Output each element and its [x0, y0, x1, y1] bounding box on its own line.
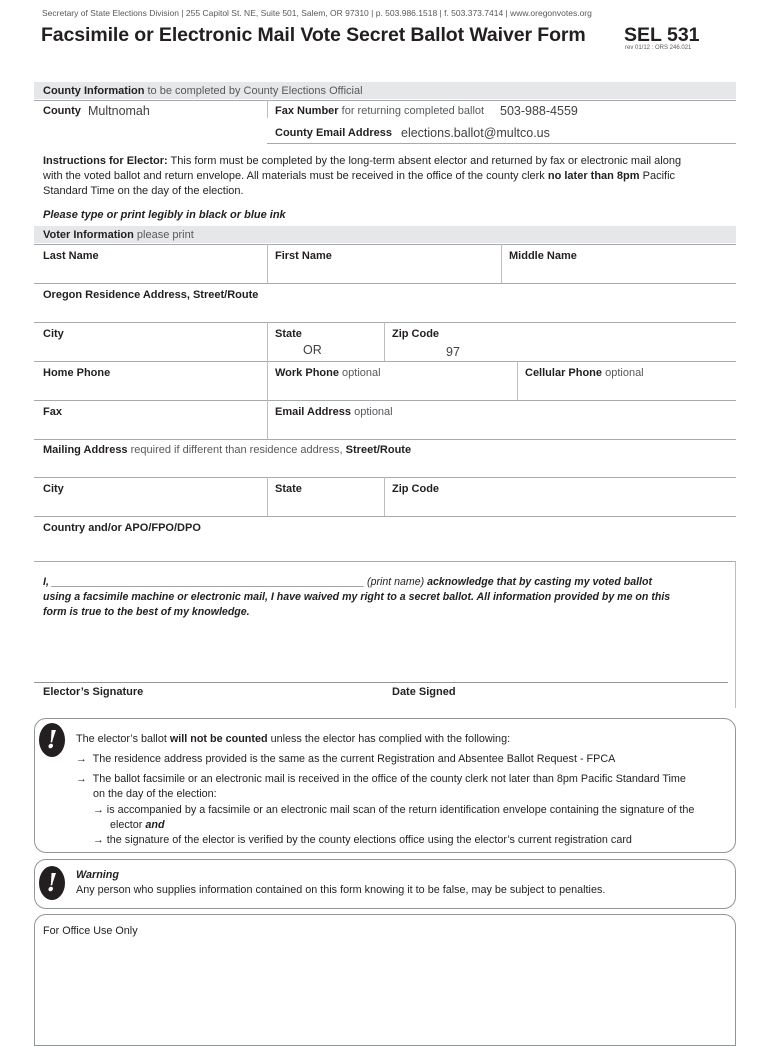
arrow-icon: → — [93, 834, 104, 846]
divider — [267, 322, 268, 361]
warning-text: Any person who supplies information contained on this form knowing it to be false, may be subject to penalties. — [76, 884, 606, 896]
mailing-address-field[interactable]: Mailing Address required if different than residence address, Street/Route — [43, 444, 412, 456]
divider — [501, 244, 502, 283]
form-title: Facsimile or Electronic Mail Vote Secret Ballot Waiver Form — [41, 24, 586, 46]
divider — [34, 244, 736, 245]
fax-number-label: Fax Number for returning completed ballot — [275, 105, 485, 117]
office-use-box — [34, 914, 736, 1046]
notice-item-residence: → The residence address provided is the same as the current Registration and Absentee Ballot Request - FPCA — [76, 753, 616, 765]
divider — [384, 477, 385, 516]
divider — [34, 561, 736, 562]
date-signed-field[interactable]: Date Signed — [392, 686, 456, 698]
divider — [34, 361, 736, 362]
voter-info-heading: Voter Information please print — [43, 229, 194, 241]
ink-note: Please type or print legibly in black or blue ink — [43, 209, 286, 221]
divider — [34, 100, 736, 101]
email-field[interactable]: Email Address optional — [275, 406, 393, 418]
divider — [267, 244, 268, 283]
divider — [267, 100, 268, 118]
home-phone-field[interactable]: Home Phone — [43, 367, 111, 379]
divider — [34, 477, 736, 478]
notice-intro: The elector’s ballot will not be counted unless the elector has complied with the following: — [76, 733, 511, 745]
divider — [384, 322, 385, 361]
zip-label: Zip Code — [392, 328, 440, 340]
signature-line — [34, 682, 728, 683]
acknowledgement-text: I, _____________________________________________________ (print name) acknowledge that by casting my voted ballot using a facsimile machine or electronic mail, I have waived my right to a secret ballot. All information provided by me on this form is true to the best of my knowledge. — [43, 576, 671, 618]
divider — [267, 400, 268, 439]
arrow-icon: → — [76, 753, 87, 765]
instructions: Instructions for Elector: This form must be completed by the long-term absent elector and returned by fax or electronic mail along with the voted ballot and return envelope. All materials must be received in the office of the county clerk no later than 8pm Pacific Standard Time on the day of the election. — [43, 155, 682, 197]
county-email-field[interactable]: elections.ballot@multco.us — [401, 126, 550, 140]
arrow-icon: → — [93, 804, 104, 816]
exclamation-icon: ! — [39, 866, 65, 900]
city-field[interactable]: City — [43, 328, 64, 340]
county-label: County — [43, 105, 81, 117]
divider — [34, 439, 736, 440]
elector-signature-field[interactable]: Elector’s Signature — [43, 686, 144, 698]
fax-number-field[interactable]: 503-988-4559 — [500, 104, 578, 118]
work-phone-field[interactable]: Work Phone optional — [275, 367, 381, 379]
divider — [267, 477, 268, 516]
office-use-label: For Office Use Only — [43, 925, 138, 937]
country-field[interactable]: Country and/or APO/FPO/DPO — [43, 522, 201, 534]
state-label: State — [275, 328, 302, 340]
mailing-city-field[interactable]: City — [43, 483, 64, 495]
county-email-label: County Email Address — [275, 127, 392, 139]
agency-contact-line: Secretary of State Elections Division | 255 Capitol St. NE, Suite 501, Salem, OR 97310 | p. 503.986.1518 | f. 503.373.7414 | www.oregonvotes.org — [42, 8, 592, 18]
divider — [267, 143, 736, 144]
middle-name-field[interactable]: Middle Name — [509, 250, 577, 262]
exclamation-icon: ! — [39, 723, 65, 757]
divider — [34, 400, 736, 401]
state-field[interactable]: OR — [303, 343, 322, 357]
mailing-state-field[interactable]: State — [275, 483, 302, 495]
mailing-zip-field[interactable]: Zip Code — [392, 483, 440, 495]
county-field[interactable]: Multnomah — [88, 104, 150, 118]
last-name-field[interactable]: Last Name — [43, 250, 99, 262]
warning-title: Warning — [76, 869, 119, 881]
divider — [34, 322, 736, 323]
divider — [735, 561, 736, 708]
county-info-heading: County Information to be completed by County Elections Official — [43, 85, 363, 97]
notice-item-received: → The ballot facsimile or an electronic mail is received in the office of the county clerk not later than 8pm Pacific Standard Time on the day of the election: — [76, 773, 686, 800]
divider — [517, 361, 518, 400]
divider — [34, 283, 736, 284]
form-code: SEL 531 — [624, 24, 700, 46]
notice-subitem-envelope: → is accompanied by a facsimile or an electronic mail scan of the return identification envelope containing the signature of the elector and — [93, 804, 695, 831]
form-revision: rev 01/12 : ORS 246.021 — [625, 45, 692, 51]
first-name-field[interactable]: First Name — [275, 250, 332, 262]
cell-phone-field[interactable]: Cellular Phone optional — [525, 367, 644, 379]
fax-field[interactable]: Fax — [43, 406, 62, 418]
arrow-icon: → — [76, 773, 87, 785]
divider — [267, 361, 268, 400]
zip-field[interactable]: 97 — [446, 345, 460, 359]
residence-address-field[interactable]: Oregon Residence Address, Street/Route — [43, 289, 259, 301]
notice-subitem-signature: → the signature of the elector is verified by the county elections office using the elector’s current registration card — [93, 834, 632, 846]
divider — [34, 516, 736, 517]
